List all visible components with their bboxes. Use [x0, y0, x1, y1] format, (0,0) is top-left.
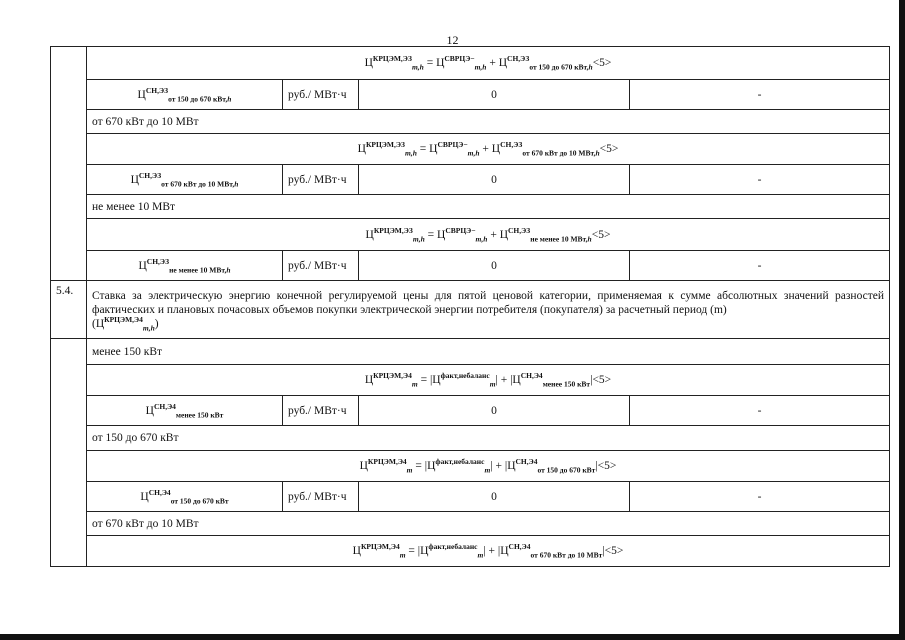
unit-cell: руб./ МВт·ч — [283, 165, 359, 195]
unit-cell: руб./ МВт·ч — [283, 80, 359, 110]
value-cell: 0 — [359, 80, 630, 110]
scan-frame-bottom — [0, 634, 905, 640]
item-row — [51, 281, 890, 339]
formula-krcem-ee3-150-670: $Ц^{КРЦЭМ,ЭЗ}_{m,h} = Ц^{СВРЦЭ-}_{m,h} + Ц^{СН,ЭЗ}_{от 150 до 670 кВт,h}<5>$ — [87, 47, 890, 80]
page-number: 12 — [446, 33, 459, 47]
range-row — [51, 426, 890, 451]
item-description: Ставка за электрическую энергию конечной регулируемой цены для пятой ценовой категории, применяемая к сумме абсолютных значений разностей фактических и плановых почасовых объемов покупки электрической энергии потребителя (покупателя) за расчетный период (m) $(Ц^{КРЦЭМ,Э4}_{m,h})$ — [87, 281, 890, 339]
dash-cell: - — [630, 482, 890, 512]
value-cell: 0 — [359, 251, 630, 281]
left-margin-cell — [51, 47, 87, 281]
formula-row — [51, 536, 890, 567]
tariff-table — [50, 46, 890, 567]
range-label-670-10: от 670 кВт до 10 МВт — [87, 110, 890, 134]
formula-krcem-ee4-150-670: $Ц^{КРЦЭМ,Э4}_m = |Ц^{факт,небаланс}_m| + |Ц^{СН,Э4}_{от 150 до 670 кВт}|<5>$ — [87, 451, 890, 482]
unit-cell: руб./ МВт·ч — [283, 251, 359, 281]
range-label-lt150: менее 150 кВт — [87, 339, 890, 365]
value-row — [51, 165, 890, 195]
range-row — [51, 195, 890, 219]
range-row — [51, 339, 890, 365]
value-cell: 0 — [359, 165, 630, 195]
formula-krcem-ee3-670-10: $Ц^{КРЦЭМ,ЭЗ}_{m,h} = Ц^{СВРЦЭ-}_{m,h} + Ц^{СН,ЭЗ}_{от 670 кВт до 10 МВт,h}<5>$ — [87, 134, 890, 165]
scan-frame-right — [899, 0, 905, 640]
param-sn-ee3-ge10: $Ц^{СН,ЭЗ}_{не менее 10 МВт,h}$ — [87, 251, 283, 281]
formula-row — [51, 451, 890, 482]
dash-cell: - — [630, 251, 890, 281]
value-cell: 0 — [359, 482, 630, 512]
range-row — [51, 110, 890, 134]
formula-row — [51, 47, 890, 80]
param-sn-ee4-lt150: $Ц^{СН,Э4}_{менее 150 кВт}$ — [87, 396, 283, 426]
value-row — [51, 482, 890, 512]
param-sn-ee4-150-670: $Ц^{СН,Э4}_{от 150 до 670 кВт}$ — [87, 482, 283, 512]
unit-cell: руб./ МВт·ч — [283, 396, 359, 426]
formula-row — [51, 219, 890, 251]
value-cell: 0 — [359, 396, 630, 426]
range-label-ge10: не менее 10 МВт — [87, 195, 890, 219]
range-label-150-670: от 150 до 670 кВт — [87, 426, 890, 451]
param-sn-ee3-150-670: $Ц^{СН,ЭЗ}_{от 150 до 670 кВт,h}$ — [87, 80, 283, 110]
item-number: 5.4. — [51, 281, 87, 339]
left-margin-cell — [51, 339, 87, 567]
value-row — [51, 396, 890, 426]
param-sn-ee3-670-10: $Ц^{СН,ЭЗ}_{от 670 кВт до 10 МВт,h}$ — [87, 165, 283, 195]
formula-krcem-ee3-ge10: $Ц^{КРЦЭМ,ЭЗ}_{m,h} = Ц^{СВРЦЭ-}_{m,h} + Ц^{СН,ЭЗ}_{не менее 10 МВт,h}<5>$ — [87, 219, 890, 251]
value-row — [51, 251, 890, 281]
unit-cell: руб./ МВт·ч — [283, 482, 359, 512]
range-label-670-10: от 670 кВт до 10 МВт — [87, 512, 890, 536]
dash-cell: - — [630, 396, 890, 426]
formula-krcem-ee4-lt150: $Ц^{КРЦЭМ,Э4}_m = |Ц^{факт,небаланс}_m| + |Ц^{СН,Э4}_{менее 150 кВт}|<5>$ — [87, 365, 890, 396]
formula-krcem-ee4-670-10: $Ц^{КРЦЭМ,Э4}_m = |Ц^{факт,небаланс}_m| + |Ц^{СН,Э4}_{от 670 кВт до 10 МВт}|<5>$ — [87, 536, 890, 567]
dash-cell: - — [630, 165, 890, 195]
formula-row — [51, 134, 890, 165]
range-row — [51, 512, 890, 536]
formula-row — [51, 365, 890, 396]
dash-cell: - — [630, 80, 890, 110]
value-row — [51, 80, 890, 110]
